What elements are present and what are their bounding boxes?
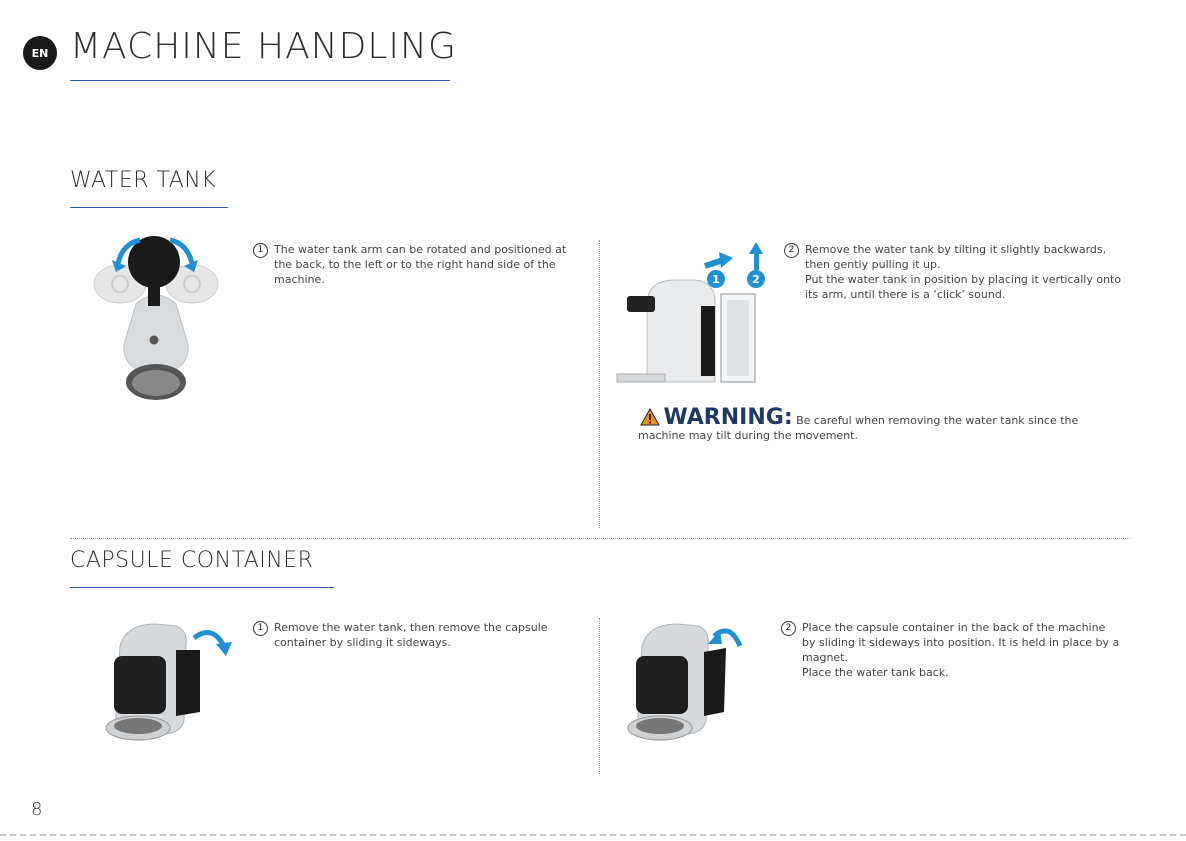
- figure-label-1: 1: [712, 273, 720, 286]
- capsule-insertion-image: [618, 616, 758, 746]
- page-title: MACHINE HANDLING: [70, 26, 457, 67]
- water-tank-removal-image: [615, 240, 775, 386]
- figure-label-2: 2: [752, 273, 760, 286]
- step-text: The water tank arm can be rotated and positioned at the back, to the left or to the right hand side of the machine.: [274, 243, 567, 286]
- step-text-line-1: Place the capsule container in the back of the machine by sliding it sideways into position. It is held in place by a magnet.: [802, 621, 1120, 664]
- section-underline-water-tank: [70, 207, 228, 208]
- step-number: 1: [253, 243, 268, 258]
- water-tank-step-2: [784, 242, 1124, 302]
- curved-arrow-icon: [708, 630, 740, 646]
- warning-text: Be careful when removing the water tank since the machine may tilt during the movement.: [638, 414, 1079, 442]
- page-number: 8: [31, 799, 43, 820]
- warning-triangle-icon: [640, 408, 660, 426]
- capsule-step-1: [253, 620, 563, 650]
- water-tank-step-1: [253, 242, 571, 287]
- column-divider: [599, 618, 600, 774]
- section-title-water-tank: WATER TANK: [70, 168, 217, 193]
- section-divider: [70, 538, 1130, 539]
- step-text-line-2: Put the water tank in position by placing it vertically onto its arm, until there is a ‘click’ sound.: [805, 273, 1122, 301]
- step-text: Remove the water tank, then remove the capsule container by sliding it sideways.: [274, 621, 548, 649]
- warning-label: WARNING:: [663, 405, 793, 430]
- title-underline: [70, 80, 450, 81]
- step-number: 1: [253, 621, 268, 636]
- capsule-step-2: [781, 620, 1121, 680]
- section-title-capsule-container: CAPSULE CONTAINER: [70, 548, 314, 573]
- step-number: 2: [781, 621, 796, 636]
- warning-note: [638, 405, 1088, 443]
- arrow-up-icon: [749, 242, 763, 270]
- section-underline-capsule-container: [70, 587, 334, 588]
- arrow-right-icon: [705, 252, 733, 268]
- step-text-line-1: Remove the water tank by tilting it slightly backwards, then gently pulling it up.: [805, 243, 1107, 271]
- bottom-border: [0, 834, 1186, 836]
- machine-top-view-image: [92, 226, 220, 406]
- language-badge: EN: [23, 36, 57, 70]
- column-divider: [599, 240, 600, 528]
- step-number: 2: [784, 243, 799, 258]
- capsule-removal-image: [96, 616, 236, 746]
- step-text-line-2: Place the water tank back.: [802, 666, 949, 679]
